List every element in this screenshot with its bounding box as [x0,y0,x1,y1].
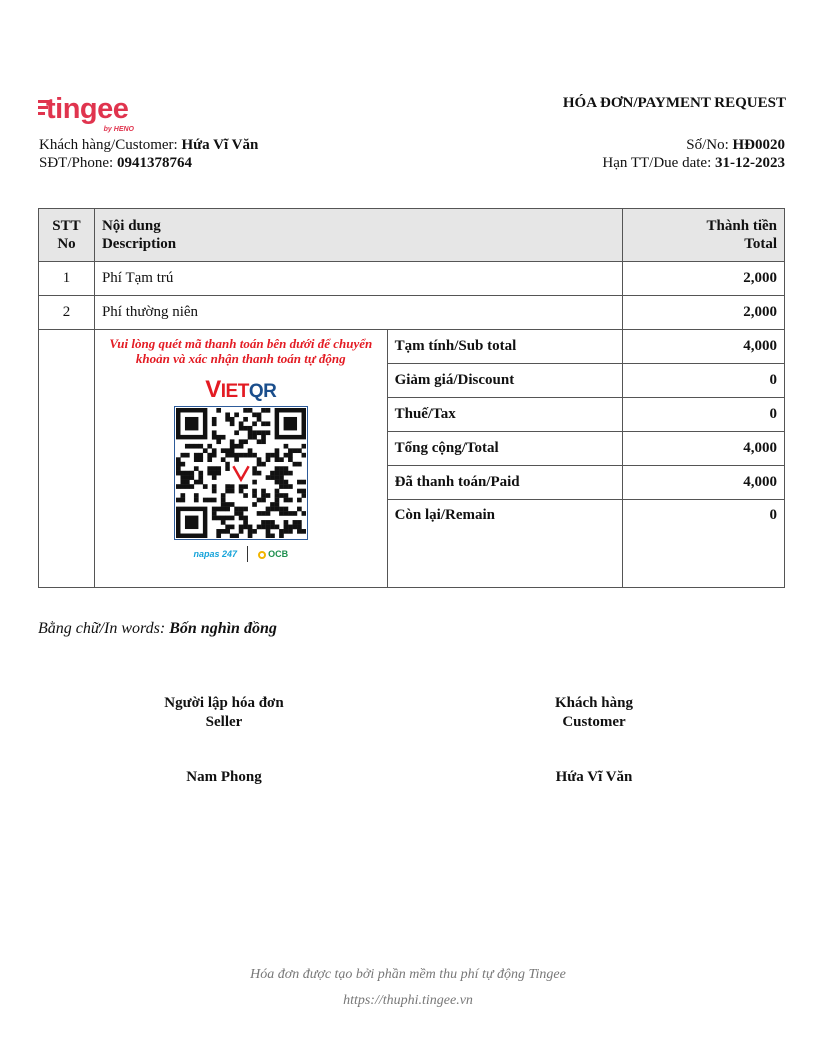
invoice-title: HÓA ĐƠN/PAYMENT REQUEST [562,95,786,111]
seller-signature-title: Người lập hóa đơn Seller [164,695,284,730]
due-date: 31-12-2023 [715,155,785,171]
item-no: 1 [39,262,95,296]
logo-subtext: by HENO [103,126,134,133]
total-value: 4,000 [623,432,785,466]
invoice-number: HĐ0020 [732,137,785,153]
summary-row-subtotal [39,330,785,364]
invoice-table [38,208,785,588]
paid-label: Đã thanh toán/Paid [387,466,623,500]
seller-name: Nam Phong [186,769,262,785]
table-header [39,209,785,262]
logo-text: tingee [46,93,129,125]
customer-name: Hứa Vĩ Văn [181,137,259,153]
customer-label: Khách hàng/Customer: [39,137,178,153]
header-description: Nội dung Description [94,209,622,262]
invoice-number-label: Số/No: [686,137,729,153]
due-date-line [602,154,785,172]
tingee-logo [38,92,138,138]
tax-value: 0 [623,398,785,432]
footer-url: https://thuphi.tingee.vn [343,993,473,1008]
divider [247,546,248,562]
words-value: Bốn nghìn đồng [169,620,277,637]
bank-logos [99,546,383,562]
subtotal-label: Tạm tính/Sub total [387,330,623,364]
phone-label: SĐT/Phone: [39,155,114,171]
due-date-label: Hạn TT/Due date: [602,155,712,171]
remain-label: Còn lại/Remain [387,500,623,588]
item-total: 2,000 [623,262,785,296]
ocb-logo: OCB [258,549,288,559]
invoice-number-line [686,136,785,154]
qr-payment-cell [94,330,387,588]
header-total: Thành tiền Total [623,209,785,262]
qr-instruction: Vui lòng quét mã thanh toán bên dưới để chuyển khoản và xác nhận thanh toán tự động [109,336,373,366]
customer-signature-title: Khách hàng Customer [555,695,633,730]
discount-label: Giảm giá/Discount [387,364,623,398]
customer-signature-name: Hứa Vĩ Văn [555,769,633,785]
item-description: Phí Tạm trú [94,262,622,296]
phone-line [39,154,192,172]
subtotal-value: 4,000 [623,330,785,364]
header-no: STT No [39,209,95,262]
tax-label: Thuế/Tax [387,398,623,432]
footer-note: Hóa đơn được tạo bởi phần mềm thu phí tự động Tingee [250,967,566,982]
vietqr-logo: VIETQR [205,376,277,403]
discount-value: 0 [623,364,785,398]
item-description: Phí thường niên [94,296,622,330]
phone-value: 0941378764 [116,155,192,171]
empty-no-cell [39,330,95,588]
napas-logo: napas 247 [193,549,238,559]
customer-line [39,136,258,154]
paid-value: 4,000 [623,466,785,500]
item-total: 2,000 [623,296,785,330]
item-no: 2 [39,296,95,330]
total-label: Tổng cộng/Total [387,432,623,466]
table-row [39,262,785,296]
table-row [39,296,785,330]
ocb-icon [258,551,266,559]
qr-code [174,406,308,540]
remain-value: 0 [623,500,785,588]
words-label: Bằng chữ/In words: [38,620,166,637]
amount-in-words [38,620,277,638]
